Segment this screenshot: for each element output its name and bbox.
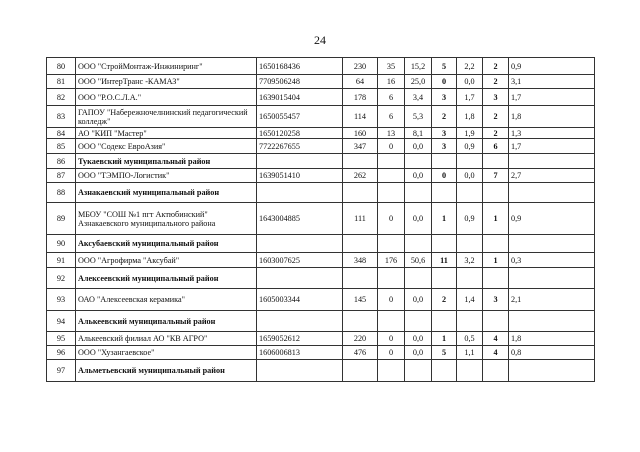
row-number-cell: 83	[47, 106, 76, 128]
value-cell: 0	[378, 139, 405, 154]
value-cell	[405, 235, 432, 253]
value-cell: 0	[378, 289, 405, 311]
inn-cell: 7722267655	[257, 139, 343, 154]
value-cell: 16	[378, 75, 405, 89]
value-cell: 2	[483, 106, 509, 128]
value-cell: 0,9	[509, 203, 595, 235]
value-cell: 0	[378, 346, 405, 360]
value-cell: 5	[432, 58, 457, 75]
value-cell	[432, 360, 457, 382]
value-cell: 4	[483, 332, 509, 346]
value-cell	[405, 154, 432, 169]
district-row	[47, 235, 595, 253]
value-cell: 0,0	[457, 75, 483, 89]
value-cell	[343, 183, 378, 203]
value-cell: 2	[432, 289, 457, 311]
row-number-cell: 89	[47, 203, 76, 235]
page-number: 24	[314, 33, 326, 47]
value-cell: 0,3	[509, 253, 595, 268]
value-cell	[457, 268, 483, 289]
row-number-cell: 93	[47, 289, 76, 311]
value-cell: 5,3	[405, 106, 432, 128]
row-number-cell: 97	[47, 360, 76, 382]
value-cell: 1,4	[457, 289, 483, 311]
enterprise-table	[46, 57, 595, 382]
value-cell: 2	[483, 58, 509, 75]
inn-cell	[257, 311, 343, 332]
value-cell	[432, 154, 457, 169]
value-cell: 1,8	[457, 106, 483, 128]
inn-cell: 1639051410	[257, 169, 343, 183]
value-cell	[432, 311, 457, 332]
inn-cell: 1605003344	[257, 289, 343, 311]
value-cell: 1,8	[509, 332, 595, 346]
inn-cell: 1606006813	[257, 346, 343, 360]
value-cell: 1	[432, 332, 457, 346]
value-cell: 25,0	[405, 75, 432, 89]
value-cell	[457, 360, 483, 382]
value-cell	[509, 311, 595, 332]
value-cell: 3,2	[457, 253, 483, 268]
value-cell	[509, 154, 595, 169]
organization-name-cell: ООО "Р.О.С.Л.А."	[76, 89, 257, 106]
organization-name-cell: ОАО "Алексеевская керамика"	[76, 289, 257, 311]
organization-name-cell: ООО "ТЭМПО-Логистик"	[76, 169, 257, 183]
value-cell: 2,7	[509, 169, 595, 183]
value-cell: 0,0	[405, 139, 432, 154]
value-cell	[509, 183, 595, 203]
value-cell: 1,9	[457, 128, 483, 139]
value-cell: 114	[343, 106, 378, 128]
value-cell	[343, 235, 378, 253]
value-cell: 0,9	[457, 139, 483, 154]
row-number-cell: 91	[47, 253, 76, 268]
value-cell	[432, 268, 457, 289]
district-row	[47, 311, 595, 332]
value-cell: 176	[378, 253, 405, 268]
row-number-cell: 85	[47, 139, 76, 154]
value-cell	[405, 311, 432, 332]
value-cell: 3	[432, 139, 457, 154]
district-name-cell: Аксубаевский муниципальный район	[76, 235, 257, 253]
row-number-cell: 87	[47, 169, 76, 183]
value-cell	[405, 268, 432, 289]
table-row	[47, 128, 595, 139]
inn-cell: 1603007625	[257, 253, 343, 268]
table-row	[47, 253, 595, 268]
value-cell	[483, 311, 509, 332]
value-cell	[378, 183, 405, 203]
value-cell	[343, 360, 378, 382]
value-cell: 0	[432, 75, 457, 89]
value-cell: 3	[432, 128, 457, 139]
value-cell: 6	[483, 139, 509, 154]
value-cell: 0,0	[405, 169, 432, 183]
value-cell: 145	[343, 289, 378, 311]
value-cell: 1,7	[457, 89, 483, 106]
value-cell: 3,4	[405, 89, 432, 106]
row-number-cell: 84	[47, 128, 76, 139]
value-cell: 0	[378, 332, 405, 346]
value-cell: 35	[378, 58, 405, 75]
district-name-cell: Альметьевский муниципальный район	[76, 360, 257, 382]
value-cell	[378, 235, 405, 253]
organization-name-cell: ООО "СтройМонтаж-Инжиниринг"	[76, 58, 257, 75]
row-number-cell: 80	[47, 58, 76, 75]
row-number-cell: 82	[47, 89, 76, 106]
value-cell	[378, 169, 405, 183]
inn-cell: 1659052612	[257, 332, 343, 346]
value-cell: 6	[378, 106, 405, 128]
value-cell: 3	[432, 89, 457, 106]
row-number-cell: 90	[47, 235, 76, 253]
inn-cell: 1643004885	[257, 203, 343, 235]
value-cell: 15,2	[405, 58, 432, 75]
value-cell: 262	[343, 169, 378, 183]
value-cell: 8,1	[405, 128, 432, 139]
value-cell: 3,1	[509, 75, 595, 89]
value-cell: 3	[483, 89, 509, 106]
value-cell: 1,7	[509, 89, 595, 106]
value-cell: 0,9	[457, 203, 483, 235]
inn-cell: 1650055457	[257, 106, 343, 128]
table-row	[47, 203, 595, 235]
organization-name-cell: ООО "Хузангаевское"	[76, 346, 257, 360]
value-cell	[457, 311, 483, 332]
value-cell: 2,1	[509, 289, 595, 311]
value-cell	[343, 268, 378, 289]
table-row	[47, 169, 595, 183]
value-cell: 476	[343, 346, 378, 360]
table-row	[47, 346, 595, 360]
value-cell: 111	[343, 203, 378, 235]
value-cell: 11	[432, 253, 457, 268]
value-cell	[343, 311, 378, 332]
value-cell	[509, 360, 595, 382]
inn-cell	[257, 154, 343, 169]
value-cell: 347	[343, 139, 378, 154]
value-cell: 230	[343, 58, 378, 75]
value-cell: 1	[483, 203, 509, 235]
value-cell: 1,8	[509, 106, 595, 128]
row-number-cell: 95	[47, 332, 76, 346]
value-cell	[343, 154, 378, 169]
value-cell	[483, 154, 509, 169]
table-row	[47, 332, 595, 346]
value-cell: 0,0	[405, 346, 432, 360]
organization-name-cell: ООО "Агрофирма "Аксубай"	[76, 253, 257, 268]
inn-cell	[257, 235, 343, 253]
inn-cell	[257, 360, 343, 382]
value-cell: 2	[432, 106, 457, 128]
value-cell: 0	[432, 169, 457, 183]
value-cell	[483, 360, 509, 382]
value-cell: 64	[343, 75, 378, 89]
value-cell	[432, 235, 457, 253]
value-cell: 3	[483, 289, 509, 311]
value-cell: 1	[483, 253, 509, 268]
row-number-cell: 96	[47, 346, 76, 360]
row-number-cell: 88	[47, 183, 76, 203]
value-cell: 0	[378, 203, 405, 235]
district-name-cell: Алькеевский муниципальный район	[76, 311, 257, 332]
value-cell	[457, 183, 483, 203]
table-row	[47, 106, 595, 128]
value-cell: 178	[343, 89, 378, 106]
organization-name-cell: Алькеевский филиал АО "КВ АГРО"	[76, 332, 257, 346]
value-cell: 1	[432, 203, 457, 235]
value-cell: 0,9	[509, 58, 595, 75]
row-number-cell: 94	[47, 311, 76, 332]
row-number-cell: 81	[47, 75, 76, 89]
inn-cell	[257, 268, 343, 289]
value-cell	[378, 154, 405, 169]
value-cell: 2,2	[457, 58, 483, 75]
district-name-cell: Азнакаевский муниципальный район	[76, 183, 257, 203]
value-cell	[483, 268, 509, 289]
value-cell	[378, 311, 405, 332]
table-row	[47, 139, 595, 154]
table-row	[47, 289, 595, 311]
district-row	[47, 360, 595, 382]
organization-name-cell: МБОУ "СОШ №1 пгт Актюбинский" Азнакаевского муниципального района	[76, 203, 257, 235]
value-cell: 4	[483, 346, 509, 360]
value-cell: 50,6	[405, 253, 432, 268]
value-cell: 0,0	[405, 289, 432, 311]
row-number-cell: 92	[47, 268, 76, 289]
value-cell	[432, 183, 457, 203]
value-cell	[483, 183, 509, 203]
organization-name-cell: АО "КИП "Мастер"	[76, 128, 257, 139]
value-cell	[457, 235, 483, 253]
table-row	[47, 75, 595, 89]
value-cell: 0,8	[509, 346, 595, 360]
value-cell	[483, 235, 509, 253]
value-cell: 2	[483, 128, 509, 139]
district-name-cell: Тукаевский муниципальный район	[76, 154, 257, 169]
inn-cell	[257, 183, 343, 203]
value-cell: 13	[378, 128, 405, 139]
value-cell: 0,0	[405, 332, 432, 346]
inn-cell: 7709506248	[257, 75, 343, 89]
value-cell: 160	[343, 128, 378, 139]
inn-cell: 1650168436	[257, 58, 343, 75]
inn-cell: 1650120258	[257, 128, 343, 139]
value-cell: 0,0	[457, 169, 483, 183]
table-row	[47, 58, 595, 75]
organization-name-cell: ГАПОУ "Набережночелнинский педагогический колледж"	[76, 106, 257, 128]
organization-name-cell: ООО "Содекс ЕвроАзия"	[76, 139, 257, 154]
value-cell: 2	[483, 75, 509, 89]
value-cell: 0,5	[457, 332, 483, 346]
row-number-cell: 86	[47, 154, 76, 169]
value-cell	[405, 183, 432, 203]
value-cell: 348	[343, 253, 378, 268]
value-cell: 5	[432, 346, 457, 360]
value-cell	[378, 268, 405, 289]
value-cell: 6	[378, 89, 405, 106]
value-cell: 1,3	[509, 128, 595, 139]
value-cell	[405, 360, 432, 382]
inn-cell: 1639015404	[257, 89, 343, 106]
table-row	[47, 89, 595, 106]
value-cell	[509, 235, 595, 253]
value-cell: 1,7	[509, 139, 595, 154]
district-row	[47, 268, 595, 289]
organization-name-cell: ООО "ИнтерТранс -КАМАЗ"	[76, 75, 257, 89]
value-cell: 0,0	[405, 203, 432, 235]
value-cell	[378, 360, 405, 382]
district-name-cell: Алексеевский муниципальный район	[76, 268, 257, 289]
value-cell: 220	[343, 332, 378, 346]
value-cell	[457, 154, 483, 169]
value-cell	[509, 268, 595, 289]
district-row	[47, 183, 595, 203]
value-cell: 1,1	[457, 346, 483, 360]
district-row	[47, 154, 595, 169]
value-cell: 7	[483, 169, 509, 183]
